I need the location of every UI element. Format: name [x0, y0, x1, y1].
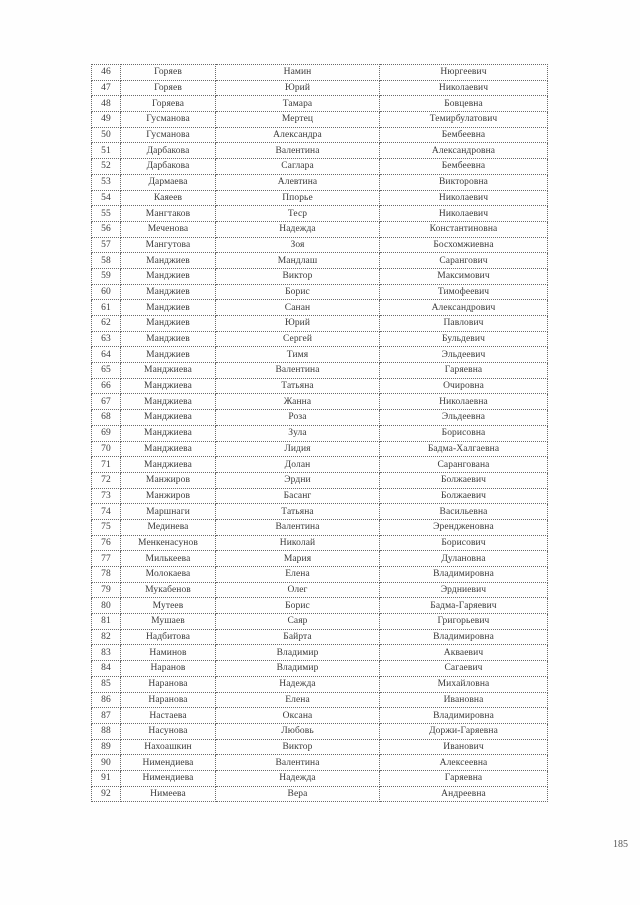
patronymic-cell: Владимировна	[380, 708, 548, 724]
row-number: 55	[92, 206, 121, 222]
patronymic-cell: Васильевна	[380, 504, 548, 520]
patronymic-cell: Владимировна	[380, 629, 548, 645]
given-name-cell: Татьяна	[216, 378, 380, 394]
row-number: 48	[92, 96, 121, 112]
patronymic-cell: Иванович	[380, 739, 548, 755]
row-number: 59	[92, 268, 121, 284]
patronymic-cell: Эрендженовна	[380, 519, 548, 535]
table-row	[92, 410, 548, 426]
row-number: 92	[92, 786, 121, 802]
given-name-cell: Саглара	[216, 159, 380, 175]
surname-cell: Манджиева	[121, 363, 216, 379]
given-name-cell: Борис	[216, 284, 380, 300]
given-name-cell: Жанна	[216, 394, 380, 410]
row-number: 62	[92, 316, 121, 332]
surname-cell: Наранова	[121, 692, 216, 708]
surname-cell: Нимеева	[121, 786, 216, 802]
given-name-cell: Виктор	[216, 268, 380, 284]
patronymic-cell: Николаевич	[380, 206, 548, 222]
given-name-cell: Эрдни	[216, 472, 380, 488]
patronymic-cell: Бембеевна	[380, 127, 548, 143]
surname-cell: Каяеев	[121, 190, 216, 206]
given-name-cell: Борис	[216, 598, 380, 614]
surname-cell: Менкенасунов	[121, 535, 216, 551]
table-row	[92, 582, 548, 598]
row-number: 46	[92, 65, 121, 81]
row-number: 71	[92, 457, 121, 473]
given-name-cell: Валентина	[216, 363, 380, 379]
surname-cell: Милькеева	[121, 551, 216, 567]
row-number: 81	[92, 614, 121, 630]
row-number: 65	[92, 363, 121, 379]
patronymic-cell: Николаевна	[380, 394, 548, 410]
given-name-cell: Надежда	[216, 770, 380, 786]
given-name-cell: Мандлаш	[216, 253, 380, 269]
table-row	[92, 159, 548, 175]
row-number: 60	[92, 284, 121, 300]
table-row	[92, 488, 548, 504]
surname-cell: Нимендиева	[121, 755, 216, 771]
patronymic-cell: Босхомжиевна	[380, 237, 548, 253]
patronymic-cell: Алексеевна	[380, 755, 548, 771]
table-row	[92, 441, 548, 457]
row-number: 83	[92, 645, 121, 661]
given-name-cell: Сергей	[216, 331, 380, 347]
patronymic-cell: Эльдеевна	[380, 410, 548, 426]
row-number: 49	[92, 112, 121, 128]
given-name-cell: Владимир	[216, 645, 380, 661]
patronymic-cell: Бульдевич	[380, 331, 548, 347]
patronymic-cell: Владимировна	[380, 567, 548, 583]
patronymic-cell: Викторовна	[380, 174, 548, 190]
row-number: 86	[92, 692, 121, 708]
row-number: 85	[92, 676, 121, 692]
table-row	[92, 112, 548, 128]
patronymic-cell: Акваевич	[380, 645, 548, 661]
surname-cell: Наранов	[121, 661, 216, 677]
row-number: 72	[92, 472, 121, 488]
given-name-cell: Валентина	[216, 143, 380, 159]
surname-cell: Манджиев	[121, 331, 216, 347]
given-name-cell: Мертец	[216, 112, 380, 128]
table-row	[92, 425, 548, 441]
row-number: 78	[92, 567, 121, 583]
given-name-cell: Любовь	[216, 723, 380, 739]
patronymic-cell: Доржи-Гаряевна	[380, 723, 548, 739]
row-number: 74	[92, 504, 121, 520]
given-name-cell: Вера	[216, 786, 380, 802]
surname-cell: Мукабенов	[121, 582, 216, 598]
row-number: 52	[92, 159, 121, 175]
table-row	[92, 206, 548, 222]
surname-cell: Насунова	[121, 723, 216, 739]
given-name-cell: Басанг	[216, 488, 380, 504]
surname-cell: Надбитова	[121, 629, 216, 645]
patronymic-cell: Николаевич	[380, 80, 548, 96]
row-number: 80	[92, 598, 121, 614]
patronymic-cell: Гаряевна	[380, 770, 548, 786]
table-row	[92, 127, 548, 143]
patronymic-cell: Павлович	[380, 316, 548, 332]
row-number: 63	[92, 331, 121, 347]
surname-cell: Нимендиева	[121, 770, 216, 786]
table-row	[92, 472, 548, 488]
surname-cell: Манджиева	[121, 425, 216, 441]
patronymic-cell: Ивановна	[380, 692, 548, 708]
patronymic-cell: Бадма-Гаряевич	[380, 598, 548, 614]
given-name-cell: Татьяна	[216, 504, 380, 520]
given-name-cell: Санан	[216, 300, 380, 316]
patronymic-cell: Бембеевна	[380, 159, 548, 175]
row-number: 64	[92, 347, 121, 363]
table-row	[92, 237, 548, 253]
surname-cell: Горяев	[121, 65, 216, 81]
given-name-cell: Тимя	[216, 347, 380, 363]
surname-cell: Манджиева	[121, 410, 216, 426]
table-row	[92, 755, 548, 771]
surname-cell: Дарбакова	[121, 143, 216, 159]
patronymic-cell: Александровна	[380, 143, 548, 159]
given-name-cell: Тамара	[216, 96, 380, 112]
surname-cell: Мангтаков	[121, 206, 216, 222]
row-number: 68	[92, 410, 121, 426]
patronymic-cell: Сарангович	[380, 253, 548, 269]
patronymic-cell: Болжаевич	[380, 488, 548, 504]
table-row	[92, 394, 548, 410]
row-number: 91	[92, 770, 121, 786]
patronymic-cell: Тимофеевич	[380, 284, 548, 300]
table-row	[92, 96, 548, 112]
given-name-cell: Юрий	[216, 316, 380, 332]
given-name-cell: Надежда	[216, 676, 380, 692]
surname-cell: Манжиров	[121, 488, 216, 504]
surname-cell: Манджиева	[121, 394, 216, 410]
surname-cell: Горяев	[121, 80, 216, 96]
patronymic-cell: Борисович	[380, 535, 548, 551]
surname-cell: Дарбакова	[121, 159, 216, 175]
given-name-cell: Валентина	[216, 519, 380, 535]
given-name-cell: Александра	[216, 127, 380, 143]
row-number: 89	[92, 739, 121, 755]
surname-cell: Манджиев	[121, 300, 216, 316]
table-row	[92, 723, 548, 739]
row-number: 77	[92, 551, 121, 567]
surname-cell: Мутеев	[121, 598, 216, 614]
given-name-cell: Лидия	[216, 441, 380, 457]
surname-cell: Нахоашкин	[121, 739, 216, 755]
given-name-cell: Елена	[216, 567, 380, 583]
table-row	[92, 519, 548, 535]
surname-cell: Настаева	[121, 708, 216, 724]
table-row	[92, 676, 548, 692]
patronymic-cell: Михайловна	[380, 676, 548, 692]
row-number: 90	[92, 755, 121, 771]
row-number: 53	[92, 174, 121, 190]
patronymic-cell: Григорьевич	[380, 614, 548, 630]
surname-cell: Наранова	[121, 676, 216, 692]
table-row	[92, 739, 548, 755]
table-row	[92, 221, 548, 237]
patronymic-cell: Дулановна	[380, 551, 548, 567]
surname-cell: Мединева	[121, 519, 216, 535]
table-row	[92, 284, 548, 300]
row-number: 51	[92, 143, 121, 159]
row-number: 50	[92, 127, 121, 143]
patronymic-cell: Бовцевна	[380, 96, 548, 112]
table-row	[92, 551, 548, 567]
table-row	[92, 143, 548, 159]
given-name-cell: Виктор	[216, 739, 380, 755]
row-number: 73	[92, 488, 121, 504]
table-row	[92, 708, 548, 724]
table-row	[92, 190, 548, 206]
row-number: 56	[92, 221, 121, 237]
table-row	[92, 363, 548, 379]
patronymic-cell: Болжаевич	[380, 472, 548, 488]
row-number: 58	[92, 253, 121, 269]
given-name-cell: Ппорье	[216, 190, 380, 206]
given-name-cell: Елена	[216, 692, 380, 708]
surname-cell: Манджиев	[121, 253, 216, 269]
patronymic-cell: Темирбулатович	[380, 112, 548, 128]
given-name-cell: Юрий	[216, 80, 380, 96]
given-name-cell: Николай	[216, 535, 380, 551]
table-row	[92, 331, 548, 347]
patronymic-cell: Нюргеевич	[380, 65, 548, 81]
given-name-cell: Алевтина	[216, 174, 380, 190]
surname-cell: Маршнаги	[121, 504, 216, 520]
surname-cell: Манджиев	[121, 316, 216, 332]
table-row	[92, 347, 548, 363]
table-row	[92, 645, 548, 661]
row-number: 61	[92, 300, 121, 316]
given-name-cell: Мария	[216, 551, 380, 567]
patronymic-cell: Очировна	[380, 378, 548, 394]
surname-cell: Мангутова	[121, 237, 216, 253]
given-name-cell: Долан	[216, 457, 380, 473]
patronymic-cell: Сарангована	[380, 457, 548, 473]
names-table	[91, 64, 548, 802]
table-row	[92, 629, 548, 645]
table-row	[92, 80, 548, 96]
patronymic-cell: Борисовна	[380, 425, 548, 441]
surname-cell: Манджиева	[121, 457, 216, 473]
row-number: 88	[92, 723, 121, 739]
patronymic-cell: Сагаевич	[380, 661, 548, 677]
given-name-cell: Намин	[216, 65, 380, 81]
row-number: 69	[92, 425, 121, 441]
patronymic-cell: Гаряевна	[380, 363, 548, 379]
row-number: 57	[92, 237, 121, 253]
row-number: 79	[92, 582, 121, 598]
patronymic-cell: Николаевич	[380, 190, 548, 206]
table-row	[92, 661, 548, 677]
table-row	[92, 535, 548, 551]
patronymic-cell: Андреевна	[380, 786, 548, 802]
row-number: 84	[92, 661, 121, 677]
surname-cell: Дармаева	[121, 174, 216, 190]
given-name-cell: Надежда	[216, 221, 380, 237]
surname-cell: Манджиев	[121, 347, 216, 363]
patronymic-cell: Александрович	[380, 300, 548, 316]
given-name-cell: Олег	[216, 582, 380, 598]
page-number: 185	[613, 839, 628, 850]
given-name-cell: Зула	[216, 425, 380, 441]
table-row	[92, 316, 548, 332]
given-name-cell: Зоя	[216, 237, 380, 253]
patronymic-cell: Эльдеевич	[380, 347, 548, 363]
given-name-cell: Оксана	[216, 708, 380, 724]
table-row	[92, 300, 548, 316]
table-row	[92, 692, 548, 708]
surname-cell: Меченова	[121, 221, 216, 237]
row-number: 54	[92, 190, 121, 206]
table-row	[92, 786, 548, 802]
row-number: 75	[92, 519, 121, 535]
table-row	[92, 504, 548, 520]
row-number: 70	[92, 441, 121, 457]
surname-cell: Манджиева	[121, 441, 216, 457]
surname-cell: Горяева	[121, 96, 216, 112]
table-row	[92, 268, 548, 284]
table-row	[92, 253, 548, 269]
surname-cell: Манджиев	[121, 284, 216, 300]
table-row	[92, 567, 548, 583]
patronymic-cell: Бадма-Халгаевна	[380, 441, 548, 457]
row-number: 87	[92, 708, 121, 724]
row-number: 47	[92, 80, 121, 96]
table-row	[92, 65, 548, 81]
given-name-cell: Владимир	[216, 661, 380, 677]
given-name-cell: Байрта	[216, 629, 380, 645]
given-name-cell: Теср	[216, 206, 380, 222]
surname-cell: Гусманова	[121, 112, 216, 128]
given-name-cell: Роза	[216, 410, 380, 426]
patronymic-cell: Максимович	[380, 268, 548, 284]
surname-cell: Молокаева	[121, 567, 216, 583]
surname-cell: Манжиров	[121, 472, 216, 488]
surname-cell: Манджиев	[121, 268, 216, 284]
table-row	[92, 614, 548, 630]
table-row	[92, 770, 548, 786]
row-number: 66	[92, 378, 121, 394]
given-name-cell: Валентина	[216, 755, 380, 771]
surname-cell: Манджиева	[121, 378, 216, 394]
patronymic-cell: Эрдниевич	[380, 582, 548, 598]
names-table-body	[92, 65, 548, 802]
row-number: 67	[92, 394, 121, 410]
table-row	[92, 457, 548, 473]
row-number: 76	[92, 535, 121, 551]
surname-cell: Гусманова	[121, 127, 216, 143]
table-row	[92, 174, 548, 190]
surname-cell: Мушаев	[121, 614, 216, 630]
given-name-cell: Саяр	[216, 614, 380, 630]
patronymic-cell: Константиновна	[380, 221, 548, 237]
table-row	[92, 598, 548, 614]
table-row	[92, 378, 548, 394]
surname-cell: Наминов	[121, 645, 216, 661]
row-number: 82	[92, 629, 121, 645]
